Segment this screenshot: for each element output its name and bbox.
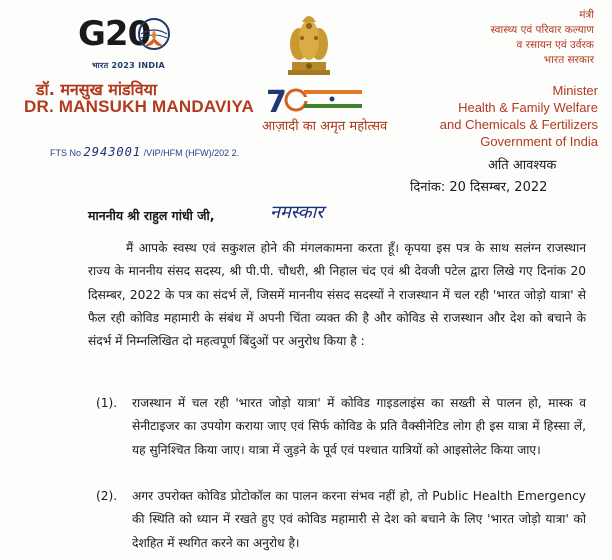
urgent-label: अति आवश्यक [488,158,557,173]
fts-handwritten-number: 2943001 [83,145,142,159]
national-emblem-icon [282,4,336,80]
designation-hindi [491,8,594,68]
designation-hindi-line: भारत सरकार [543,54,594,66]
point-text: अगर उपरोक्त कोविड प्रोटोकॉल का पालन करना संभव नहीं हो, तो Public Health Emergency की स्थिति को ध्यान में रखते हुए एवं कोविड महामारी से देश को बचाने के लिए 'भारत जोड़ो यात्रा' को देशहित में स्थगित करने का अनुरोध है। [132,489,586,550]
lotus-globe-icon [136,16,172,52]
azadi-75-icon [262,82,372,116]
svg-text:7: 7 [266,85,287,116]
letter-date: दिनांक: 20 दिसम्बर, 2022 [410,180,548,195]
point-number: (2). [96,489,118,503]
minister-name-english: DR. MANSUKH MANDAVIYA [24,97,254,116]
azadi-amrit-mahotsav-logo [262,82,388,148]
designation-english-line: Minister [552,83,598,98]
minister-name-hindi: डॉ. मनसुख मांडविया [36,80,158,99]
designation-hindi-line: स्वास्थ्य एवं परिवार कल्याण [490,24,594,36]
fts-number [50,145,239,159]
salutation: माननीय श्री राहुल गांधी जी, [88,208,215,223]
designation-english-line: and Chemicals & Fertilizers [439,117,598,132]
g20-logo [78,14,188,76]
designation-english-line: Government of India [480,134,598,149]
point-number: (1). [96,396,118,410]
fts-prefix: FTS No [50,148,82,158]
g20-logo-text: G20 [78,14,151,54]
point-text: राजस्थान में चल रही 'भारत जोड़ो यात्रा' में कोविड गाइडलाइंस का सख्ती से पालन हो, मास्क व सेनीटाइजर का उपयोग कराया जाए एवं सिर्फ कोविड के प्रति वैक्सीनेटिड लोग ही इस यात्रा में हिस्सा लें, यह सुनिश्चित किया जाए। यात्रा में जुड़ने के पूर्व एवं पश्चात यात्रियों को आइसोलेट किया जाए। [132,396,586,457]
azadi-text: आज़ादी का अमृत महोत्सव [262,119,388,134]
designation-english-line: Health & Family Welfare [458,100,598,115]
designation-english [440,82,598,150]
designation-hindi-line: मंत्री [579,9,594,21]
handwritten-greeting: नमस्कार [270,202,324,223]
designation-hindi-line: व रसायन एवं उर्वरक [516,39,594,51]
g20-caption: भारत 2023 INDIA [92,61,166,70]
body-paragraph: मैं आपके स्वस्थ एवं सकुशल होने की मंगलकामना करता हूँ। कृपया इस पत्र के साथ सलंग्न राजस्थान राज्य के माननीय संसद सदस्य, श्री पी.पी. चौधरी, श्री निहाल चंद एवं श्री देवजी पटेल द्वारा लिखे गए दिनांक 20 दिसम्बर, 2022 के पत्र का संदर्भ लें, जिसमें माननीय संसद सदस्यों ने राजस्थान में चल रही 'भारत जोड़ो यात्रा' से फैल रही कोविड महामारी के संबंध में अपनी चिंता व्यक्त की है और कोविड से राजस्थान और देश को बचाने के संदर्भ में निम्नलिखित दो महत्वपूर्ण बिंदुओं पर अनुरोध किया है : [88,241,586,349]
fts-suffix: /VIP/HFM (HFW)/202 2. [143,148,240,158]
